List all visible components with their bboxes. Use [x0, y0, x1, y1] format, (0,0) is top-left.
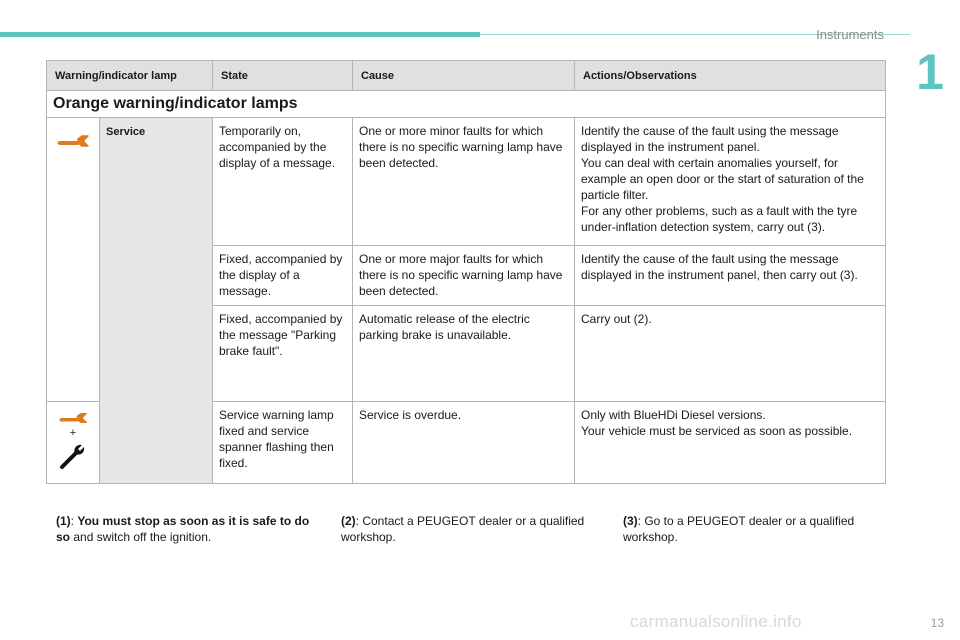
state-cell: Service warning lamp fixed and service spanner flashing then fixed.	[213, 402, 353, 484]
column-header-actions: Actions/Observations	[575, 61, 886, 91]
category-title: Orange warning/indicator lamps	[47, 91, 886, 118]
actions-cell	[575, 402, 886, 484]
header-accent-bar	[0, 32, 480, 37]
cause-cell: One or more minor faults for which there is no specific warning lamp have been detected.	[353, 118, 575, 246]
footnote-3	[623, 513, 883, 545]
spanner-icon	[53, 441, 93, 471]
section-title: Instruments	[816, 27, 884, 42]
action-line: Identify the cause of the fault using the message displayed in the instrument panel.	[581, 124, 839, 154]
actions-cell	[575, 246, 886, 306]
cause-cell: One or more major faults for which there is no specific warning lamp have been detected.	[353, 246, 575, 306]
action-line: For any other problems, such as a fault with the tyre under-inflation detection system, carry out (3).	[581, 204, 858, 234]
column-header-state: State	[213, 61, 353, 91]
footnote-bold-text: You must stop as soon as it is safe to do so	[56, 514, 310, 544]
footnote-text: : Go to a PEUGEOT dealer or a qualified workshop.	[623, 514, 855, 544]
cause-cell: Service is overdue.	[353, 402, 575, 484]
watermark: carmanualsonline.info	[630, 612, 802, 631]
action-line: Carry out (2).	[581, 312, 652, 326]
state-cell: Temporarily on, accompanied by the display of a message.	[213, 118, 353, 246]
action-line: You can deal with certain anomalies yourself, for example an open door or the start of saturation of the particle filter.	[581, 156, 864, 202]
category-row	[47, 91, 886, 118]
action-line: Your vehicle must be serviced as soon as possible.	[581, 424, 853, 438]
footnote-2	[341, 513, 611, 545]
chapter-number: 1	[916, 44, 944, 100]
footnote-text: : Contact a PEUGEOT dealer or a qualified workshop.	[341, 514, 585, 544]
page-number: 13	[930, 616, 944, 630]
lamp-icon-cell	[47, 118, 100, 402]
lamp-name: Service	[106, 126, 146, 138]
lamp-icon-cell	[47, 402, 100, 484]
warning-lamps-table	[46, 60, 886, 484]
state-cell: Fixed, accompanied by the display of a message.	[213, 246, 353, 306]
footnote-text: and switch off the ignition.	[70, 530, 212, 544]
actions-cell	[575, 118, 886, 246]
footnote-label: (3)	[623, 514, 638, 528]
service-spanner-icon	[53, 411, 93, 425]
footnote-label: (1)	[56, 514, 71, 528]
service-spanner-icon	[53, 133, 93, 149]
table-row	[47, 118, 886, 246]
lamp-name-cell	[100, 118, 213, 484]
action-line: Only with BlueHDi Diesel versions.	[581, 408, 766, 422]
table-header-row	[47, 61, 886, 91]
action-line: Identify the cause of the fault using the message displayed in the instrument panel, then carry out (3).	[581, 252, 858, 282]
state-cell: Fixed, accompanied by the message "Parking brake fault".	[213, 306, 353, 402]
footnote-label: (2)	[341, 514, 356, 528]
footnote-1: (1): You must stop as soon as it is safe to do so and switch off the ignition.	[56, 514, 310, 544]
column-header-lamp: Warning/indicator lamp	[47, 61, 213, 91]
plus-sign: +	[69, 427, 77, 439]
actions-cell	[575, 306, 886, 402]
cause-cell: Automatic release of the electric parking brake is unavailable.	[353, 306, 575, 402]
column-header-cause: Cause	[353, 61, 575, 91]
